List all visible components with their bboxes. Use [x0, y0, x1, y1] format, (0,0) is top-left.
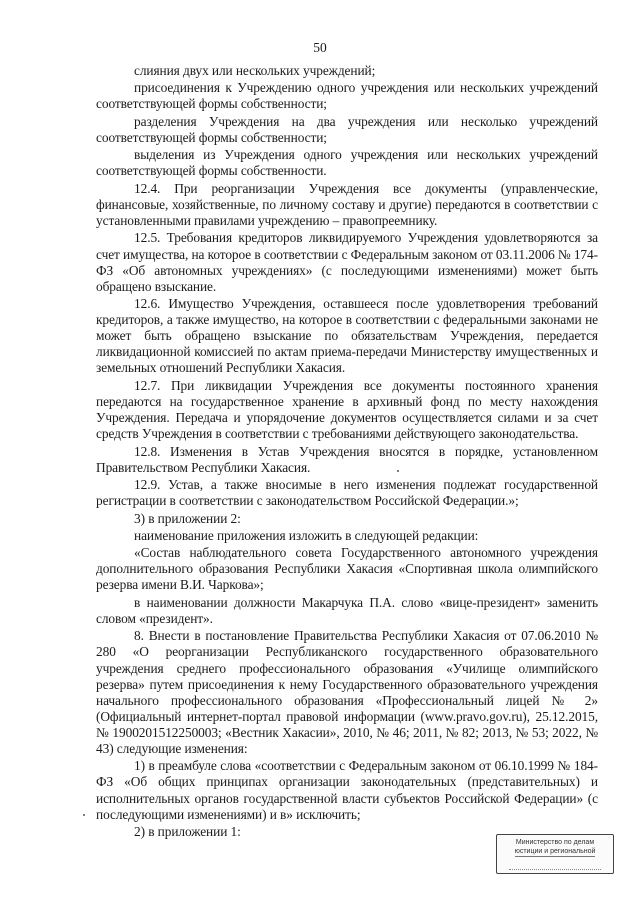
paragraph-appendix-title: наименование приложения изложить в следующей редакции: — [134, 527, 479, 543]
paragraph-12-9: 12.9. Устав, а также вносимые в него изменения подлежат государственной регистрации в соответствии с законодательством Российской Федерации.»; — [96, 477, 598, 509]
paragraph-separation: выделения из Учреждения одного учреждения или нескольких учреждений соответствующей формы собственности. — [96, 147, 598, 179]
ministry-stamp — [496, 834, 614, 874]
paragraph-position-rename: в наименовании должности Макарчука П.А. слово «вице-президент» заменить словом «президент». — [96, 594, 598, 626]
paragraph-item-8: 8. Внести в постановление Правительства Республики Хакасия от 07.06.2010 № 280 «О реорганизации Республиканского государственного образовательного учреждения среднего профессионального образования «Училище олимпийского резерва» путем присоединения к нему Государственного образовательного учреждения начального профессионального образования «Профессиональный лицей № 2» (Официальный интернет-портал правовой информации (www.pravo.gov.ru), 25.12.2015, № 1900201512250003; «Вестник Хакасии», 2010, № 46; 2011, № 82; 2013, № 53; 2022, № 43) следующие изменения: — [96, 628, 598, 756]
stamp-line-2: юстиции и региональной — [514, 848, 596, 855]
paragraph-12-6: 12.6. Имущество Учреждения, оставшееся после удовлетворения требований кредиторов, а также имущество, на которое в соответствии с федеральными законами не может быть обращено взыскание по обязательствам Учреждения, передается ликвидационной комиссией по актам приема-передачи Министерству имущественных и земельных отношений Республики Хакасия. — [96, 296, 598, 376]
document-body — [96, 63, 598, 841]
page-number: 50 — [313, 40, 327, 55]
scan-speck — [83, 814, 85, 816]
stamp-blank-line — [509, 859, 601, 870]
paragraph-accession: присоединения к Учреждению одного учреждения или нескольких учреждений соответствующей формы собственности; — [96, 80, 598, 112]
paragraph-12-4: 12.4. При реорганизации Учреждения все документы (управленческие, финансовые, хозяйственные, по личному составу и другие) передаются в соответствии с установленными правилами учреждению – правопреемнику. — [96, 180, 598, 229]
paragraph-12-5: 12.5. Требования кредиторов ликвидируемого Учреждения удовлетворяются за счет имущества, на которое в соответствии с Федеральным законом от 03.11.2006 № 174-ФЗ «Об автономных учреждениях» (с последующими изменениями) может быть обращено взыскание. — [96, 230, 598, 294]
stamp-line-1: Министерство по делам — [515, 839, 595, 846]
paragraph-division: разделения Учреждения на два учреждения или несколько учреждений соответствующей формы собственности; — [96, 113, 598, 145]
paragraph-council-composition: «Состав наблюдательного совета Государственного автономного учреждения дополнительного образования Республики Хакасия «Спортивная школа олимпийского резерва имени В.И. Чаркова»; — [96, 545, 598, 593]
paragraph-appendix-2: 3) в приложении 2: — [134, 510, 241, 526]
scan-speck — [397, 470, 399, 472]
paragraph-12-7: 12.7. При ликвидации Учреждения все документы постоянного хранения передаются на государственное хранение в архивный фонд по месту нахождения Учреждения. Передача и упорядочение документов осуществляется силами и за счет средств Учреждения в соответствии с требованиями действующего законодательства. — [96, 377, 598, 442]
paragraph-12-8: 12.8. Изменения в Устав Учреждения вносятся в порядке, установленном Правительством Республики Хакасия. — [96, 443, 598, 475]
paragraph-preamble: 1) в преамбуле слова «соответствии с Федеральным законом от 06.10.1999 № 184-ФЗ «Об общих принципах организации законодательных (представительных) и исполнительных органов государственной власти субъектов Российской Федерации» (с последующими изменениями) и в» исключить; — [96, 758, 598, 822]
paragraph-merger: слияния двух или нескольких учреждений; — [134, 63, 376, 78]
paragraph-appendix-1: 2) в приложении 1: — [134, 824, 241, 840]
